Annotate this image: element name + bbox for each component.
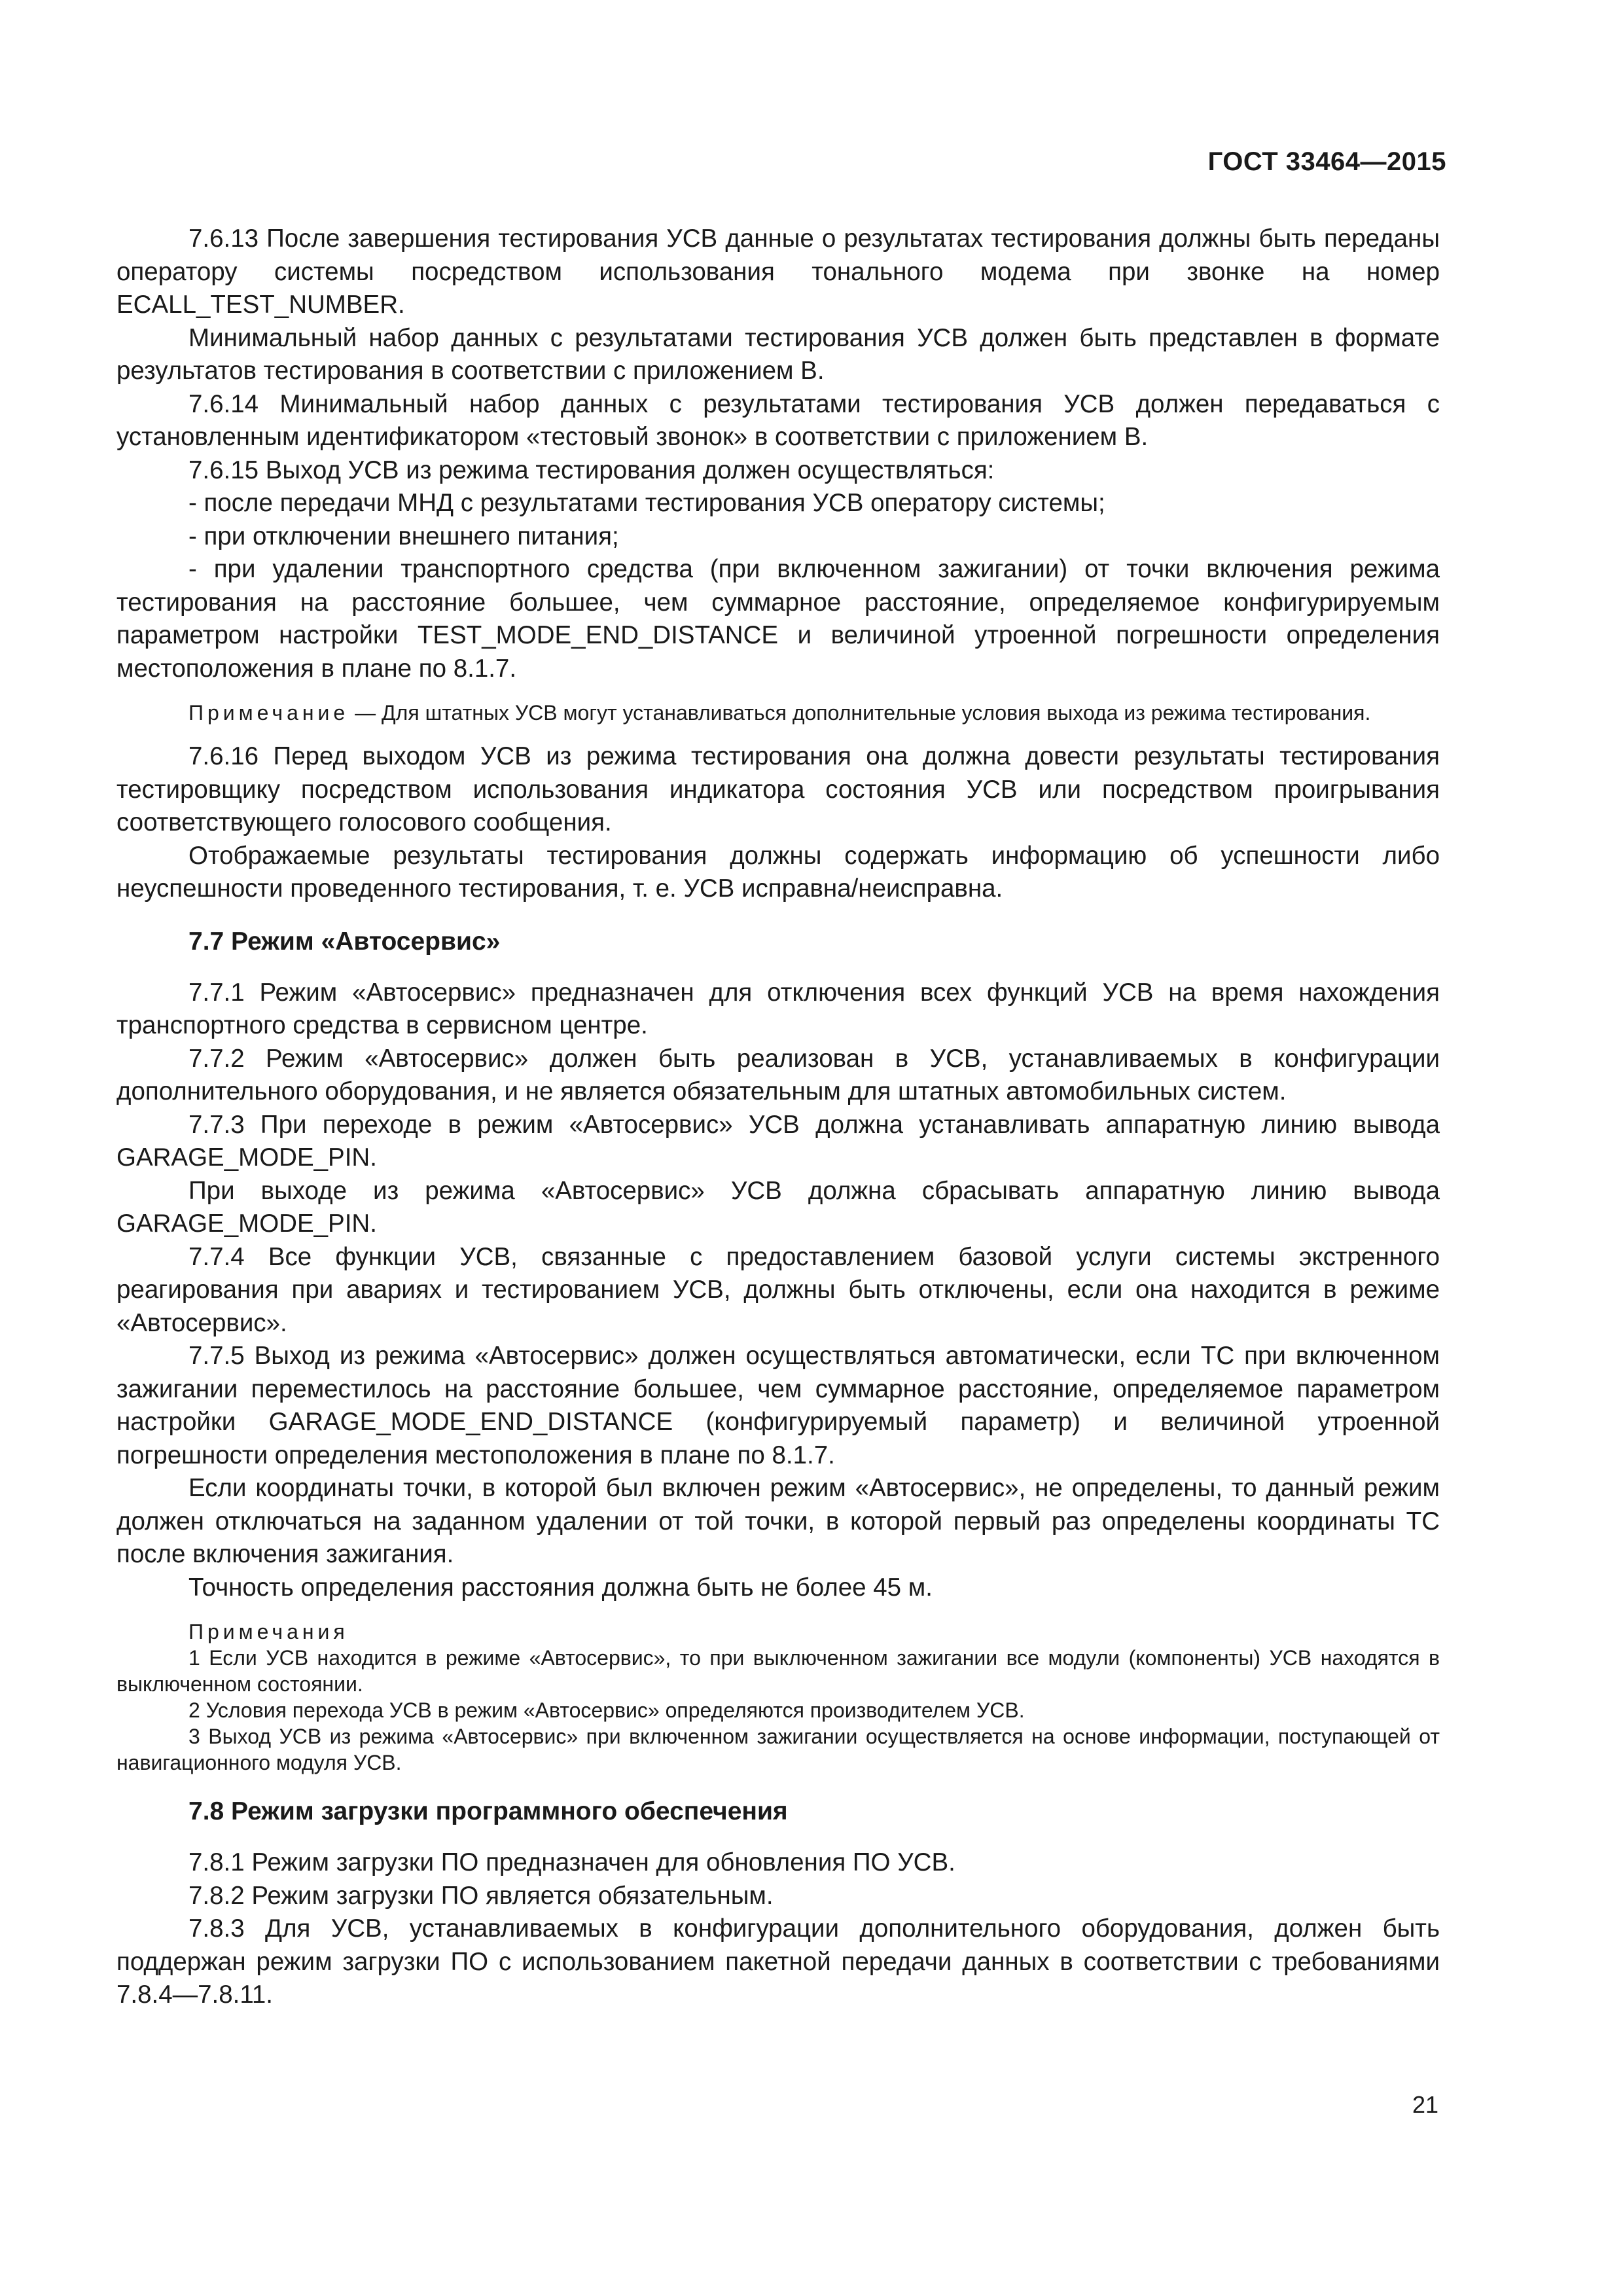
paragraph-7-8-2: 7.8.2 Режим загрузки ПО является обязательным. bbox=[188, 1881, 774, 1910]
note-item-1: 1 Если УСВ находится в режиме «Автосервис», то при выключенном зажигании все модули (компоненты) УСВ находятся в выключенном состоянии. bbox=[116, 1646, 1440, 1696]
paragraph-7-7-5: 7.7.5 Выход из режима «Автосервис» должен осуществляться автоматически, если ТС при включенном зажигании переместилось на расстояние большее, чем суммарное расстояние, определяемое параметром настройки GARAGE_MODE_END_DISTANCE (конфигурируемый параметр) и величиной утроенной погрешности определения местоположения в плане по 8.1.7. bbox=[116, 1342, 1440, 1469]
paragraph-7-8-3: 7.8.3 Для УСВ, устанавливаемых в конфигурации дополнительного оборудования, должен быть поддержан режим загрузки ПО с использованием пакетной передачи данных в соответствии с требованиями 7.8.4—7.8.11. bbox=[116, 1914, 1440, 2009]
section-heading-7-8: 7.8 Режим загрузки программного обеспечения bbox=[188, 1797, 788, 1825]
page-number: 21 bbox=[1412, 2091, 1438, 2118]
paragraph-7-7-2: 7.7.2 Режим «Автосервис» должен быть реализован в УСВ, устанавливаемых в конфигурации дополнительного оборудования, и не является обязательным для штатных автомобильных систем. bbox=[116, 1044, 1440, 1105]
paragraph-7-6-16: 7.6.16 Перед выходом УСВ из режима тестирования она должна довести результаты тестирования тестировщику посредством использования индикатора состояния УСВ или посредством проигрывания соответствующего голосового сообщения. bbox=[116, 742, 1440, 836]
note-label: Примечание bbox=[188, 701, 349, 725]
note-item-2: 2 Условия перехода УСВ в режим «Автосервис» определяются производителем УСВ. bbox=[188, 1698, 1025, 1722]
section-heading-7-7: 7.7 Режим «Автосервис» bbox=[188, 927, 501, 956]
standard-header: ГОСТ 33464—2015 bbox=[1207, 147, 1446, 176]
note-text: — Для штатных УСВ могут устанавливаться дополнительные условия выхода из режима тестирования. bbox=[349, 701, 1371, 725]
paragraph: Отображаемые результаты тестирования должны содержать информацию об успешности либо неуспешности проведенного тестирования, т. е. УСВ исправна/неисправна. bbox=[116, 841, 1440, 903]
notes-title: Примечания bbox=[188, 1620, 349, 1643]
paragraph: Если координаты точки, в которой был включен режим «Автосервис», не определены, то данный режим должен отключаться на заданном удалении от той точки, в которой первый раз определены координаты ТС после включения зажигания. bbox=[116, 1474, 1440, 1568]
document-body bbox=[116, 223, 1440, 2012]
note-item-3: 3 Выход УСВ из режима «Автосервис» при включенном зажигании осуществляется на основе информации, поступающей от навигационного модуля УСВ. bbox=[116, 1725, 1440, 1774]
paragraph-7-6-15: 7.6.15 Выход УСВ из режима тестирования должен осуществляться: bbox=[188, 456, 995, 484]
paragraph-7-8-1: 7.8.1 Режим загрузки ПО предназначен для обновления ПО УСВ. bbox=[188, 1848, 955, 1876]
paragraph-7-6-14: 7.6.14 Минимальный набор данных с результатами тестирования УСВ должен передаваться с установленным идентификатором «тестовый звонок» в соответствии с приложением В. bbox=[116, 389, 1440, 451]
note-7-6-15 bbox=[116, 700, 1440, 726]
paragraph-7-6-13: 7.6.13 После завершения тестирования УСВ данные о результатах тестирования должны быть переданы оператору системы посредством использования тонального модема при звонке на номер ECALL_TEST_NUMBER. bbox=[116, 224, 1440, 319]
paragraph-7-7-4: 7.7.4 Все функции УСВ, связанные с предоставлением базовой услуги системы экстренного реагирования при авариях и тестированием УСВ, должны быть отключены, если она находится в режиме «Автосервис». bbox=[116, 1242, 1440, 1337]
list-item: - при отключении внешнего питания; bbox=[188, 522, 619, 550]
paragraph: Точность определения расстояния должна быть не более 45 м. bbox=[188, 1573, 933, 1602]
paragraph-7-7-3: 7.7.3 При переходе в режим «Автосервис» УСВ должна устанавливать аппаратную линию вывода GARAGE_MODE_PIN. bbox=[116, 1110, 1440, 1172]
paragraph: Минимальный набор данных с результатами тестирования УСВ должен быть представлен в формате результатов тестирования в соответствии с приложением В. bbox=[116, 323, 1440, 385]
paragraph-7-7-1: 7.7.1 Режим «Автосервис» предназначен для отключения всех функций УСВ на время нахождения транспортного средства в сервисном центре. bbox=[116, 978, 1440, 1039]
paragraph: При выходе из режима «Автосервис» УСВ должна сбрасывать аппаратную линию вывода GARAGE_MODE_PIN. bbox=[116, 1176, 1440, 1238]
list-item: - после передачи МНД с результатами тестирования УСВ оператору системы; bbox=[188, 489, 1105, 517]
list-item: - при удалении транспортного средства (при включенном зажигании) от точки включения режима тестирования на расстояние большее, чем суммарное расстояние, определяемое конфигурируемым параметром настройки TEST_MODE_END_DISTANCE и величиной утроенной погрешности определения местоположения в плане по 8.1.7. bbox=[116, 555, 1440, 683]
